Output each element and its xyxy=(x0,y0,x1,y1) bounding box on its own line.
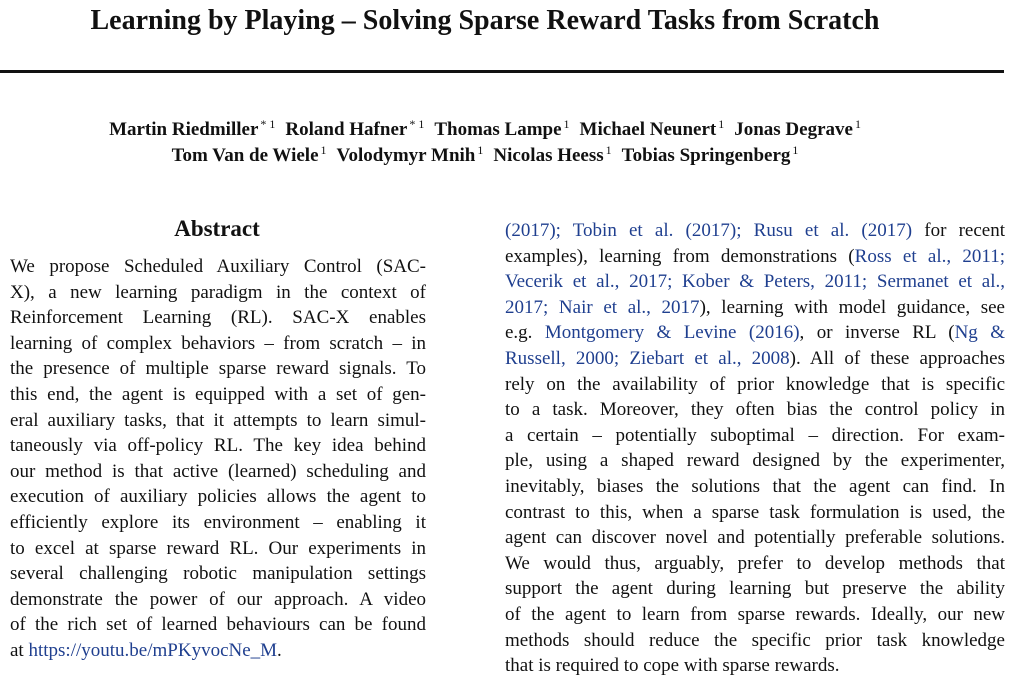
abstract-line: taneously via off-policy RL. The key idea behind xyxy=(10,435,426,457)
intro-text: agent can discover novel and potentially preferable solutions. xyxy=(505,527,1005,549)
abstract-line: demonstrate the power of our approach. A video xyxy=(10,588,426,610)
author-list-row-2 xyxy=(0,144,970,168)
author-affiliation: 1 xyxy=(854,117,861,131)
intro-body xyxy=(505,218,1005,679)
author-name: Tobias Springenberg xyxy=(621,145,791,166)
abstract-line: efficiently explore its environment – enabling it xyxy=(10,511,426,533)
author-affiliation: 1 xyxy=(718,117,725,131)
intro-line xyxy=(505,551,1005,577)
intro-line xyxy=(505,602,1005,628)
abstract-line: X), a new learning paradigm in the context of xyxy=(10,281,426,303)
intro-line xyxy=(505,397,1005,423)
intro-text: inevitably, biases the solutions that the agent can find. In xyxy=(505,475,1005,497)
abstract-line: of the rich set of learned behaviours can be found xyxy=(10,614,426,636)
author-affiliation: 1 xyxy=(605,143,612,157)
abstract-line: eral auxiliary tasks, that it attempts to learn simul- xyxy=(10,409,426,431)
intro-line xyxy=(505,244,1005,270)
intro-text: methods should reduce the specific prior task knowledge xyxy=(505,629,1005,651)
author xyxy=(493,144,611,168)
intro-line xyxy=(505,423,1005,449)
intro-line xyxy=(505,320,1005,346)
author-affiliation: 1 xyxy=(563,117,570,131)
citation-link[interactable]: Vecerik et al., 2017; Kober & Peters, 2011; Sermanet et al., xyxy=(505,271,1005,293)
abstract-line: several challenging robotic manipulation settings xyxy=(10,563,426,585)
author xyxy=(734,118,861,142)
citation-link[interactable]: (2017); Tobin et al. (2017); Rusu et al. (2017) xyxy=(505,220,913,241)
abstract-line: the presence of multiple sparse reward signals. To xyxy=(10,358,426,380)
intro-text: for recent xyxy=(912,220,1005,241)
citation-link[interactable]: Montgomery & Levine (2016) xyxy=(544,322,800,344)
intro-line xyxy=(505,474,1005,500)
author xyxy=(580,118,725,142)
author-name: Thomas Lampe xyxy=(434,119,562,140)
intro-text: We would thus, arguably, prefer to develop methods that xyxy=(505,552,1005,574)
author xyxy=(285,118,424,142)
intro-line xyxy=(505,346,1005,372)
abstract-final-line xyxy=(10,638,426,664)
intro-line xyxy=(505,372,1005,398)
intro-line xyxy=(505,500,1005,526)
author-name: Martin Riedmiller xyxy=(109,119,259,140)
intro-line xyxy=(505,295,1005,321)
author-affiliation: * 1 xyxy=(260,117,276,131)
intro-text: rely on the availability of prior knowledge that is specific xyxy=(505,373,1005,395)
intro-line xyxy=(505,448,1005,474)
author xyxy=(337,144,484,168)
author-affiliation: 1 xyxy=(792,143,799,157)
abstract-heading: Abstract xyxy=(174,216,260,241)
author-name: Nicolas Heess xyxy=(493,145,604,166)
video-link[interactable]: https://youtu.be/mPKyvocNe_M xyxy=(28,639,278,661)
intro-text: e.g. xyxy=(505,322,545,344)
intro-text: that is required to cope with sparse rewards. xyxy=(505,655,840,677)
author-list-row-1 xyxy=(0,118,970,142)
citation-link[interactable]: Russell, 2000; Ziebart et al., 2008 xyxy=(505,347,790,369)
intro-text: of the agent to learn from sparse rewards. Ideally, our new xyxy=(505,603,1005,625)
intro-text: support the agent during learning but preserve the ability xyxy=(505,578,1005,600)
author xyxy=(109,118,275,142)
abstract-final-prefix: at xyxy=(10,639,29,661)
intro-line xyxy=(505,269,1005,295)
author xyxy=(622,144,799,168)
author-affiliation: 1 xyxy=(320,143,327,157)
abstract-body xyxy=(10,254,426,664)
author-name: Michael Neunert xyxy=(579,119,717,140)
citation-link[interactable]: Ross et al., 2011; xyxy=(854,245,1005,267)
author xyxy=(172,144,327,168)
intro-line xyxy=(505,576,1005,602)
abstract-line: Reinforcement Learning (RL). SAC-X enables xyxy=(10,307,426,329)
abstract-line: learning of complex behaviors – from scratch – in xyxy=(10,332,426,354)
author-affiliation: * 1 xyxy=(409,117,425,131)
citation-link[interactable]: 2017; Nair et al., 2017 xyxy=(505,296,700,318)
abstract-line: this end, the agent is equipped with a set of gen- xyxy=(10,383,426,405)
citation-link[interactable]: Ng & xyxy=(954,322,1005,344)
author-name: Jonas Degrave xyxy=(734,119,853,140)
abstract-line: We propose Scheduled Auxiliary Control (SAC- xyxy=(10,256,426,277)
intro-line xyxy=(505,218,1005,244)
abstract-line: execution of auxiliary policies allows the agent to xyxy=(10,486,426,508)
paper-title: Learning by Playing – Solving Sparse Reward Tasks from Scratch xyxy=(90,5,880,36)
intro-line xyxy=(505,525,1005,551)
abstract-line: our method is that active (learned) scheduling and xyxy=(10,460,426,482)
intro-text: a certain – potentially suboptimal – direction. For exam- xyxy=(505,424,1005,446)
intro-text: to a task. Moreover, they often bias the control policy in xyxy=(505,399,1005,421)
abstract-final-suffix: . xyxy=(277,639,282,661)
intro-text: , or inverse RL ( xyxy=(799,322,955,344)
intro-text: examples), learning from demonstrations ( xyxy=(505,245,855,267)
author-affiliation: 1 xyxy=(477,143,484,157)
intro-line xyxy=(505,628,1005,654)
title-rule xyxy=(0,70,1004,73)
intro-text: ), learning with model guidance, see xyxy=(699,296,1005,318)
intro-text: contrast to this, when a sparse task formulation is used, the xyxy=(505,501,1005,523)
intro-line xyxy=(505,653,1005,679)
author xyxy=(434,118,569,142)
author-name: Volodymyr Mnih xyxy=(336,145,476,166)
author-name: Tom Van de Wiele xyxy=(171,145,319,166)
abstract-line: to excel at sparse reward RL. Our experiments in xyxy=(10,537,426,559)
intro-text: ple, using a shaped reward designed by the experimenter, xyxy=(505,450,1005,472)
intro-text: ). All of these approaches xyxy=(789,347,1005,369)
author-name: Roland Hafner xyxy=(285,119,408,140)
